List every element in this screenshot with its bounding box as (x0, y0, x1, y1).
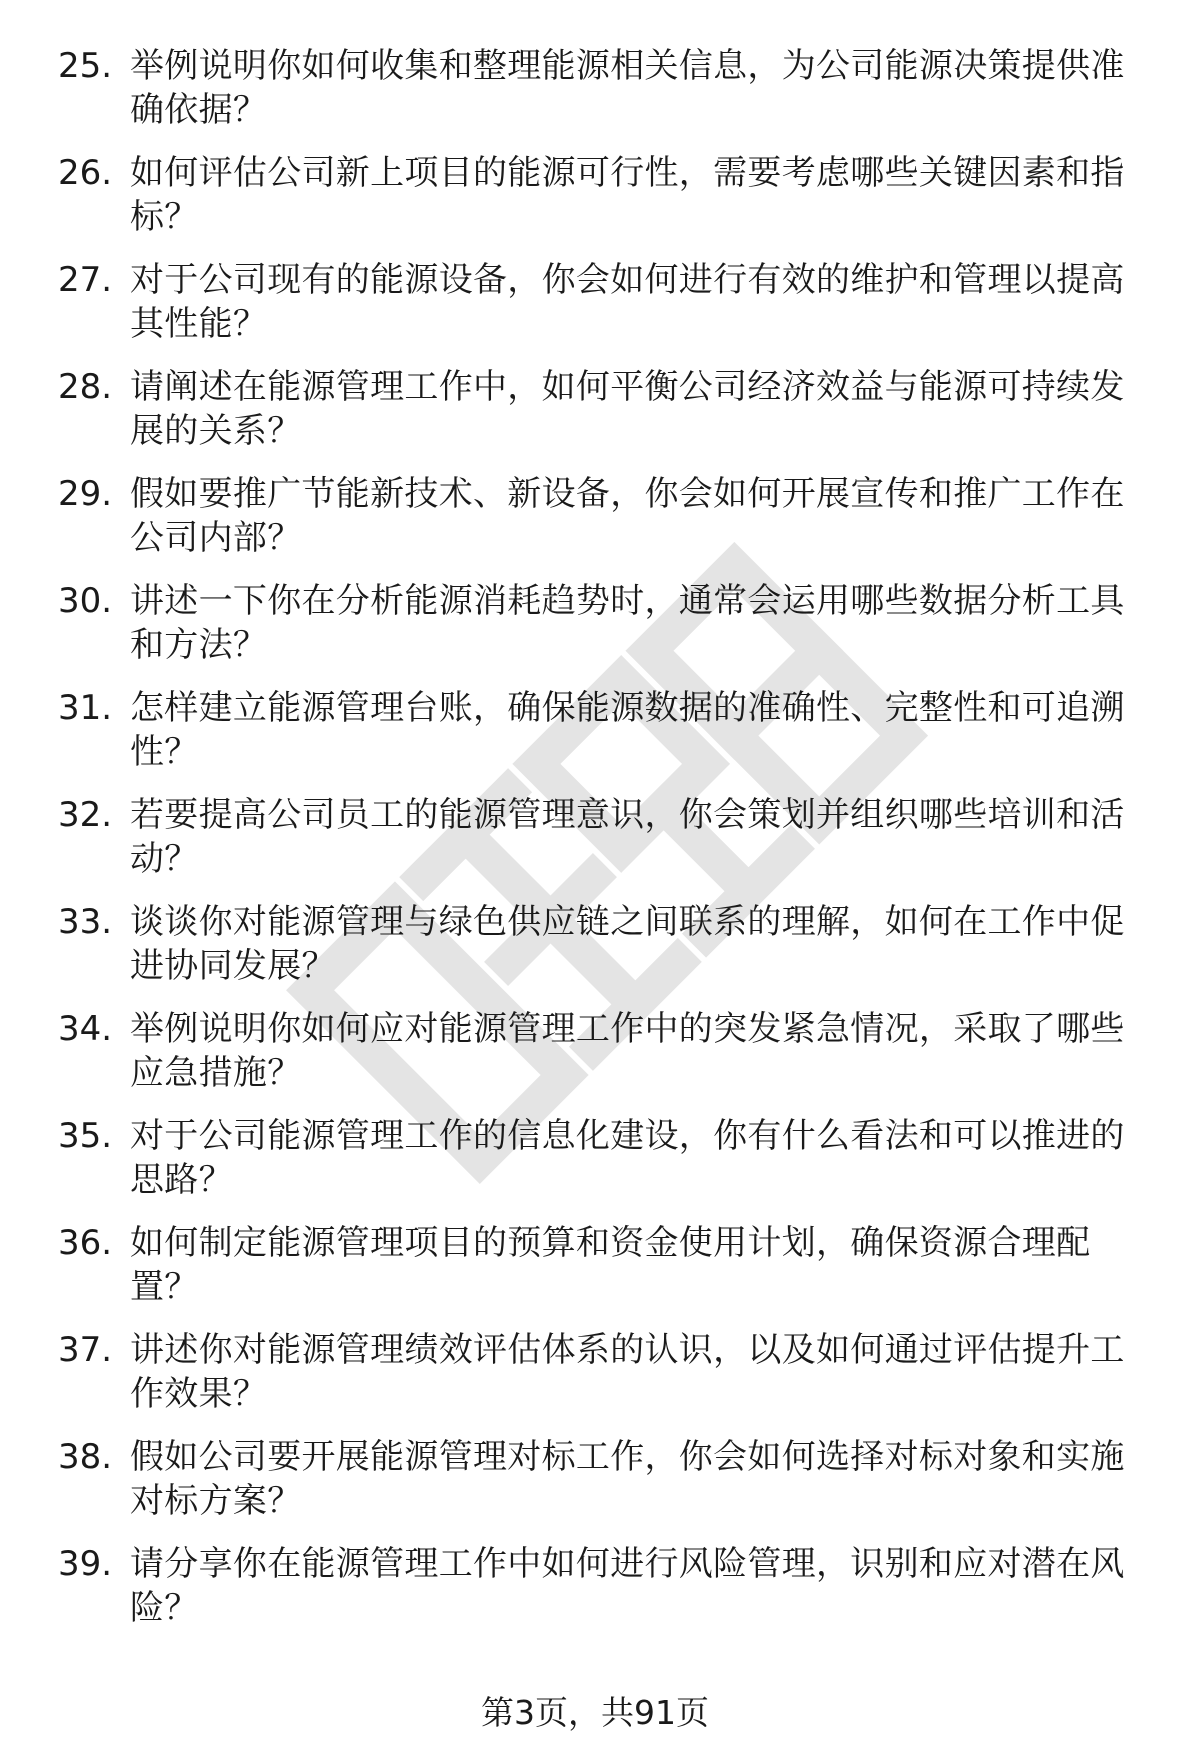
question-number: 26. (58, 153, 113, 193)
question-text: 请分享你在能源管理工作中如何进行风险管理，识别和应对潜在风险？ (130, 1544, 1125, 1628)
question-item (0, 579, 1190, 686)
question-number: 32. (58, 795, 113, 835)
question-text: 讲述一下你在分析能源消耗趋势时，通常会运用哪些数据分析工具和方法？ (130, 581, 1125, 665)
question-item (0, 793, 1190, 900)
question-item (0, 472, 1190, 579)
question-number: 38. (58, 1437, 113, 1477)
question-text: 若要提高公司员工的能源管理意识，你会策划并组织哪些培训和活动？ (130, 795, 1125, 879)
question-text: 谈谈你对能源管理与绿色供应链之间联系的理解，如何在工作中促进协同发展？ (130, 902, 1125, 986)
question-number: 28. (58, 367, 113, 407)
page-number: 第3页，共91页 (481, 1693, 709, 1732)
question-text: 举例说明你如何应对能源管理工作中的突发紧急情况，采取了哪些应急措施？ (130, 1009, 1125, 1093)
question-number: 31. (58, 688, 113, 728)
question-number: 25. (58, 46, 113, 86)
question-item (0, 1542, 1190, 1649)
question-text: 举例说明你如何收集和整理能源相关信息，为公司能源决策提供准确依据？ (130, 46, 1125, 130)
question-text: 讲述你对能源管理绩效评估体系的认识，以及如何通过评估提升工作效果？ (130, 1330, 1125, 1414)
question-text: 假如公司要开展能源管理对标工作，你会如何选择对标对象和实施对标方案？ (130, 1437, 1125, 1521)
question-number: 39. (58, 1544, 113, 1584)
question-number: 27. (58, 260, 113, 300)
question-item (0, 1435, 1190, 1542)
question-number: 30. (58, 581, 113, 621)
question-text: 对于公司现有的能源设备，你会如何进行有效的维护和管理以提高其性能？ (130, 260, 1125, 344)
question-number: 35. (58, 1116, 113, 1156)
question-item (0, 1221, 1190, 1328)
question-number: 36. (58, 1223, 113, 1263)
question-text: 假如要推广节能新技术、新设备，你会如何开展宣传和推广工作在公司内部？ (130, 474, 1125, 558)
question-number: 34. (58, 1009, 113, 1049)
question-text: 如何评估公司新上项目的能源可行性，需要考虑哪些关键因素和指标？ (130, 153, 1125, 237)
question-item (0, 686, 1190, 793)
question-text: 请阐述在能源管理工作中，如何平衡公司经济效益与能源可持续发展的关系？ (130, 367, 1125, 451)
question-item (0, 900, 1190, 1007)
question-item (0, 151, 1190, 258)
question-text: 如何制定能源管理项目的预算和资金使用计划，确保资源合理配置？ (130, 1223, 1091, 1307)
question-item (0, 1007, 1190, 1114)
question-number: 29. (58, 474, 113, 514)
question-number: 33. (58, 902, 113, 942)
question-text: 对于公司能源管理工作的信息化建设，你有什么看法和可以推进的思路？ (130, 1116, 1125, 1200)
question-item (0, 365, 1190, 472)
question-text: 怎样建立能源管理台账，确保能源数据的准确性、完整性和可追溯性？ (130, 688, 1125, 772)
question-list (0, 44, 1190, 1649)
question-item (0, 1114, 1190, 1221)
question-item (0, 1328, 1190, 1435)
question-item (0, 44, 1190, 151)
question-number: 37. (58, 1330, 113, 1370)
question-item (0, 258, 1190, 365)
